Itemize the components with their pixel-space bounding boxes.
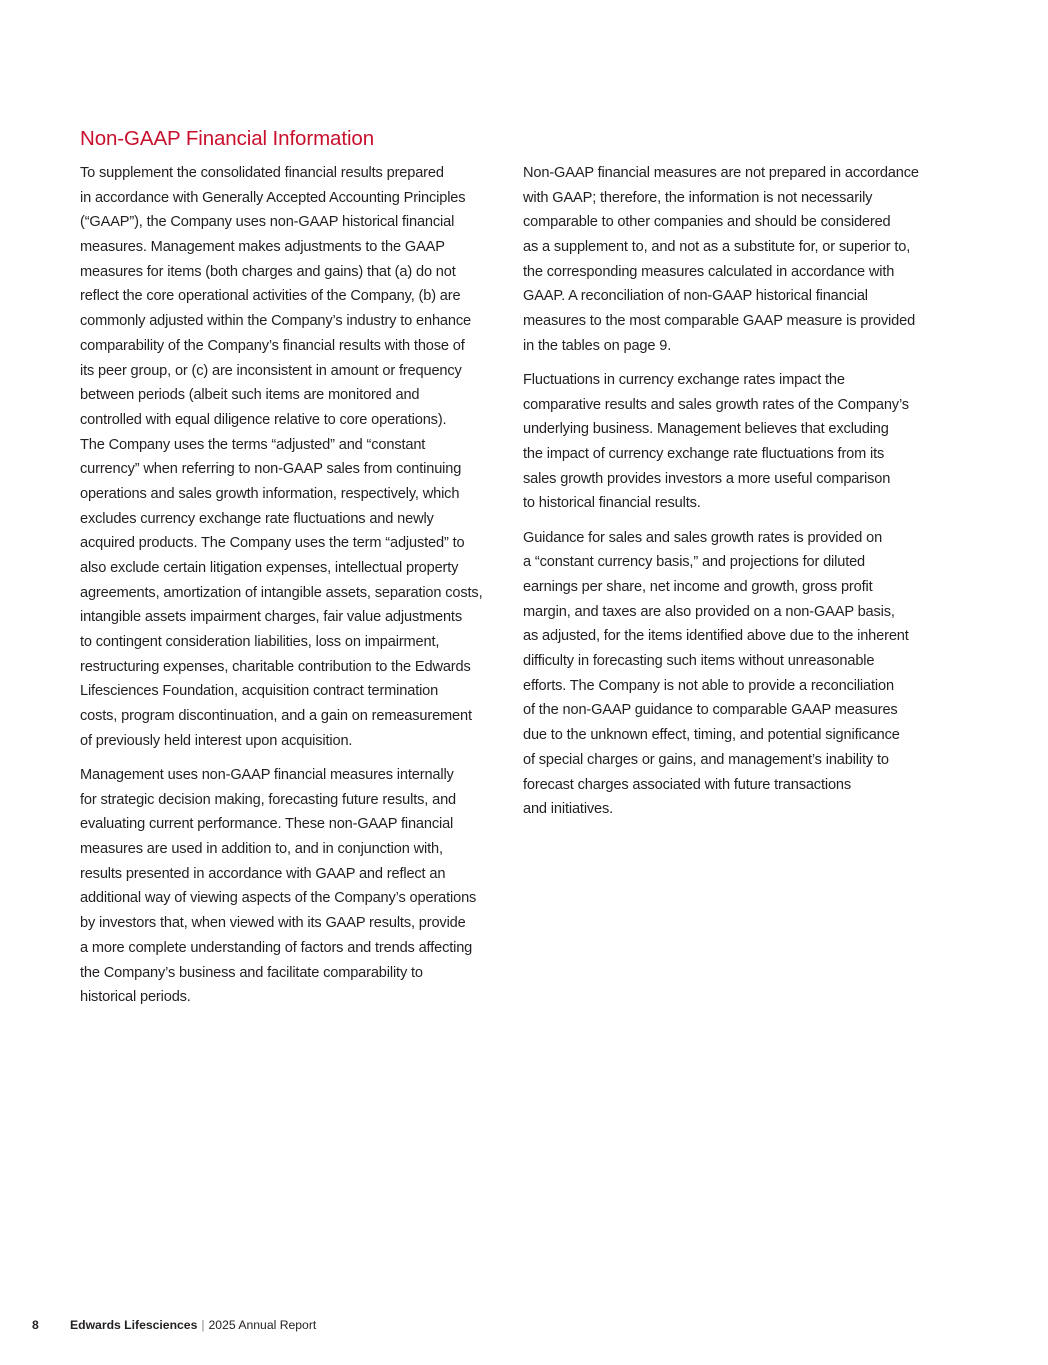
text-line: of the non-GAAP guidance to comparable GAAP measures — [523, 702, 898, 719]
paragraph — [523, 368, 963, 516]
text-line: also exclude certain litigation expenses, intellectual property — [80, 560, 459, 576]
text-line: sales growth provides investors a more useful comparison — [523, 470, 891, 487]
text-line: The Company uses the terms “adjusted” and “constant — [80, 436, 426, 453]
text-line: costs, program discontinuation, and a gain on remeasurement — [80, 708, 472, 725]
text-line: a “constant currency basis,” and projections for diluted — [523, 554, 866, 571]
text-line: agreements, amortization of intangible assets, separation costs, — [80, 584, 483, 601]
page-number: 8 — [32, 1318, 39, 1332]
text-line: for strategic decision making, forecasting future results, and — [80, 791, 457, 808]
text-line: restructuring expenses, charitable contribution to the Edwards — [80, 658, 471, 675]
text-line: comparable to other companies and should be considered — [523, 214, 891, 231]
right-column — [523, 161, 963, 831]
text-line: currency” when referring to non-GAAP sales from continuing — [80, 461, 462, 478]
text-line: Management uses non-GAAP financial measures internally — [80, 767, 454, 783]
page-footer — [32, 1318, 316, 1332]
footer-separator: | — [201, 1318, 205, 1332]
text-line: as adjusted, for the items identified above due to the inherent — [523, 628, 909, 645]
text-line: in accordance with Generally Accepted Accounting Principles — [80, 189, 466, 206]
text-line: GAAP. A reconciliation of non-GAAP historical financial — [523, 288, 868, 305]
text-line: earnings per share, net income and growth, gross profit — [523, 579, 873, 595]
text-line: the impact of currency exchange rate fluctuations from its — [523, 446, 885, 463]
text-line: as a supplement to, and not as a substitute for, or superior to, — [523, 239, 911, 256]
text-line: comparability of the Company’s financial results with those of — [80, 337, 465, 354]
text-line: Guidance for sales and sales growth rates is provided on — [523, 529, 883, 546]
text-line: Fluctuations in currency exchange rates impact the — [523, 372, 845, 388]
text-line: forecast charges associated with future transactions — [523, 776, 852, 793]
text-line: excludes currency exchange rate fluctuations and newly — [80, 510, 434, 527]
text-line: underlying business. Management believes that excluding — [523, 421, 889, 438]
text-line: due to the unknown effect, timing, and potential significance — [523, 727, 900, 744]
left-column — [80, 161, 520, 1019]
page-title: Non-GAAP Financial Information — [80, 127, 375, 150]
text-line: measures for items (both charges and gains) that (a) do not — [80, 263, 456, 280]
text-line: the Company’s business and facilitate comparability to — [80, 964, 423, 981]
text-line: efforts. The Company is not able to provide a reconciliation — [523, 677, 894, 694]
paragraph — [80, 763, 520, 1010]
text-line: reflect the core operational activities of the Company, (b) are — [80, 288, 461, 305]
text-line: measures to the most comparable GAAP measure is provided — [523, 313, 916, 330]
paragraph — [80, 161, 520, 754]
text-line: to historical financial results. — [523, 495, 701, 512]
text-line: results presented in accordance with GAAP and reflect an — [80, 865, 446, 882]
text-line: in the tables on page 9. — [523, 337, 672, 354]
text-line: (“GAAP”), the Company uses non-GAAP historical financial — [80, 214, 455, 231]
footer-report-title: 2025 Annual Report — [208, 1318, 317, 1332]
text-line: of previously held interest upon acquisition. — [80, 732, 353, 749]
text-line: to contingent consideration liabilities, loss on impairment, — [80, 634, 440, 651]
text-line: additional way of viewing aspects of the Company’s operations — [80, 890, 477, 907]
text-line: with GAAP; therefore, the information is not necessarily — [523, 189, 873, 206]
text-line: between periods (albeit such items are monitored and — [80, 387, 420, 404]
text-line: intangible assets impairment charges, fair value adjustments — [80, 609, 462, 626]
text-line: the corresponding measures calculated in accordance with — [523, 263, 895, 280]
text-line: acquired products. The Company uses the term “adjusted” to — [80, 535, 465, 552]
text-line: and initiatives. — [523, 801, 614, 818]
text-line: measures are used in addition to, and in conjunction with, — [80, 841, 443, 858]
text-line: by investors that, when viewed with its GAAP results, provide — [80, 915, 466, 932]
text-line: commonly adjusted within the Company’s industry to enhance — [80, 313, 471, 330]
text-line: measures. Management makes adjustments to the GAAP — [80, 239, 445, 256]
text-line: To supplement the consolidated financial results prepared — [80, 165, 444, 181]
footer-company: Edwards Lifesciences — [70, 1318, 198, 1332]
text-line: operations and sales growth information, respectively, which — [80, 485, 460, 502]
text-line: a more complete understanding of factors and trends affecting — [80, 939, 473, 956]
text-line: of special charges or gains, and management’s inability to — [523, 751, 889, 768]
paragraph — [523, 526, 963, 822]
text-line: controlled with equal diligence relative to core operations). — [80, 411, 447, 428]
text-line: its peer group, or (c) are inconsistent in amount or frequency — [80, 362, 462, 379]
text-line: comparative results and sales growth rates of the Company’s — [523, 396, 909, 413]
text-line: evaluating current performance. These non-GAAP financial — [80, 816, 454, 833]
text-line: margin, and taxes are also provided on a non-GAAP basis, — [523, 603, 895, 620]
text-line: historical periods. — [80, 989, 191, 1006]
text-line: Lifesciences Foundation, acquisition contract termination — [80, 683, 439, 700]
paragraph — [523, 161, 963, 359]
text-line: Non-GAAP financial measures are not prepared in accordance — [523, 165, 919, 181]
text-line: difficulty in forecasting such items without unreasonable — [523, 653, 875, 670]
